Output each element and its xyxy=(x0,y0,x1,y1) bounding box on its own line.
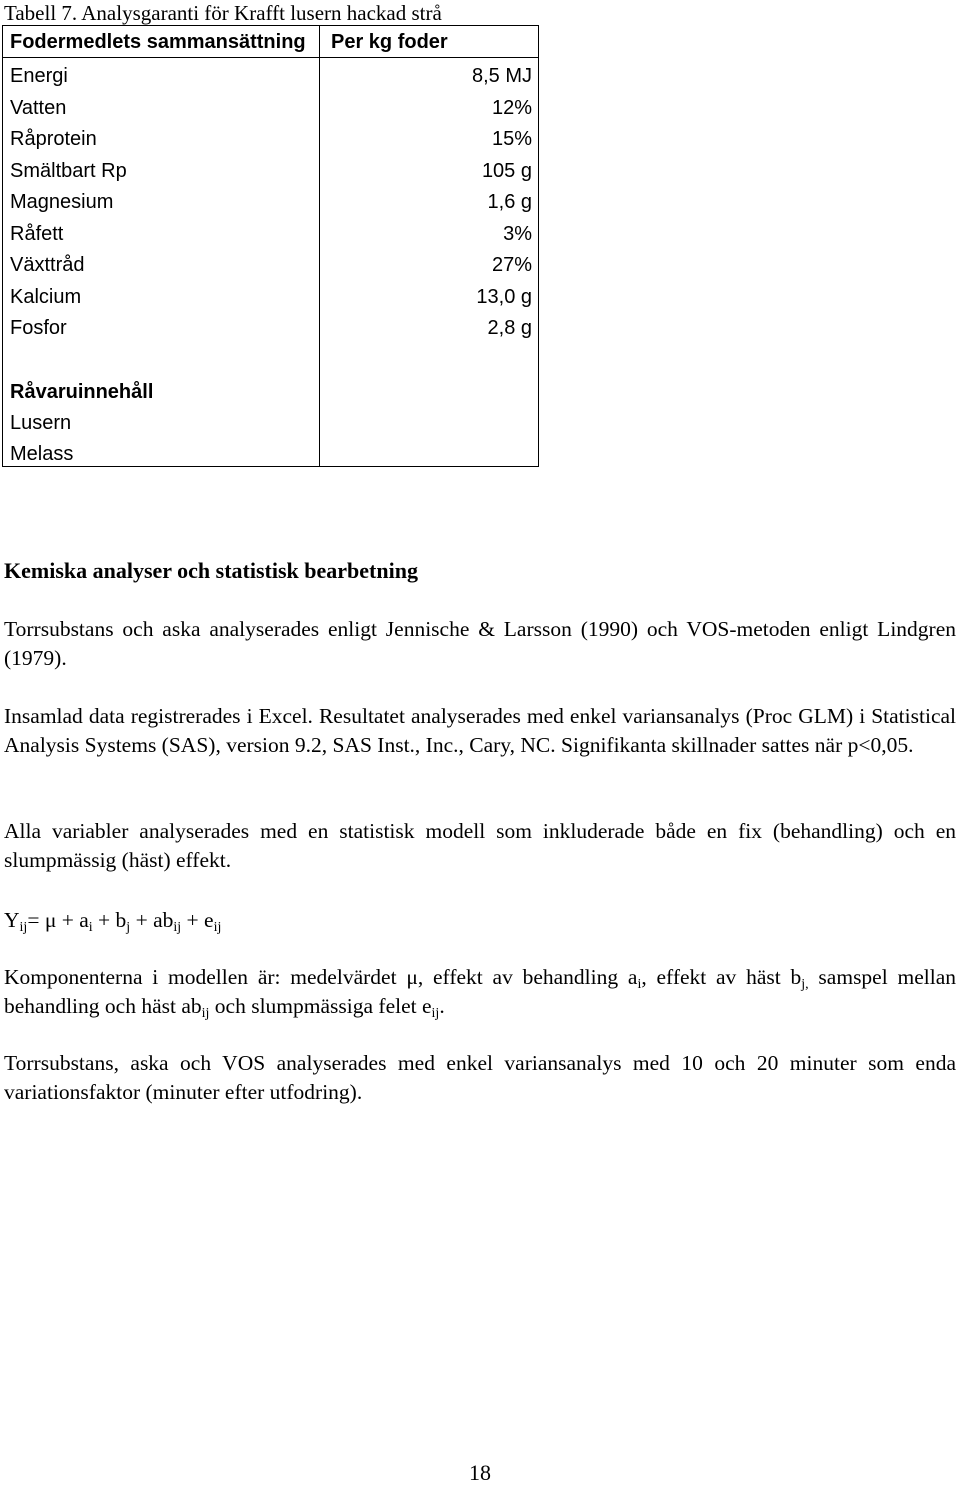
raw-material-item: Melass xyxy=(10,443,74,465)
row-value: 3% xyxy=(503,223,532,245)
row-value: 2,8 g xyxy=(487,317,532,339)
paragraph-model: Alla variabler analyserades med en statistisk modell som inkluderade både en fix (behandling) och en slumpmässig (häst) effekt. xyxy=(4,819,956,872)
row-label: Kalcium xyxy=(10,286,82,308)
row-value: 8,5 MJ xyxy=(471,65,532,87)
row-label: Råprotein xyxy=(10,128,97,150)
paragraph-components: Komponenterna i modellen är: medelvärdet μ, effekt av behandling $a_i$, effekt av häst $b_{j,}$ samspel mellan behandling och häst $ab_{ij}$ och slumpmässiga felet $e_{ij}$. xyxy=(4,965,956,1021)
row-value: 13,0 g xyxy=(476,286,532,308)
row-label: Råfett xyxy=(10,223,64,245)
row-label: Energi xyxy=(10,65,68,87)
paragraph-data: Insamlad data registrerades i Excel. Resultatet analyserades med enkel variansanalys (Proc GLM) i Statistical Analysis Systems (SAS), version 9.2, SAS Inst., Inc., Cary, NC. Signifikanta skillnader sattes när p<0,05. xyxy=(4,704,956,757)
row-value: 15% xyxy=(491,128,532,150)
row-label: Smältbart Rp xyxy=(10,160,127,182)
analysis-table xyxy=(2,25,539,467)
paragraph-dry-matter: Torrsubstans, aska och VOS analyserades med enkel variansanalys med 10 och 20 minuter som enda variationsfaktor (minuter efter utfodring). xyxy=(4,1051,956,1104)
table-caption: Tabell 7. Analysgaranti för Krafft lusern hackad strå xyxy=(4,1,442,25)
raw-material-heading: Råvaruinnehåll xyxy=(10,381,154,403)
header-composition: Fodermedlets sammansättning xyxy=(10,31,306,53)
raw-material-item: Lusern xyxy=(10,412,72,434)
row-value: 1,6 g xyxy=(487,191,532,213)
row-label: Växttråd xyxy=(10,254,85,276)
row-label: Magnesium xyxy=(10,191,114,213)
row-value: 27% xyxy=(491,254,532,276)
column-divider xyxy=(319,26,320,466)
section-heading: Kemiska analyser och statistisk bearbetning xyxy=(4,558,418,583)
header-per-kg: Per kg foder xyxy=(331,31,448,53)
row-value: 12% xyxy=(491,97,532,119)
header-divider xyxy=(3,57,538,58)
row-value: 105 g xyxy=(481,160,532,182)
paragraph-methods: Torrsubstans och aska analyserades enligt Jennische & Larsson (1990) och VOS-metoden enligt Lindgren (1979). xyxy=(4,617,956,670)
model-formula: $Y_{ij}= \mu + a_i + b_j + ab_{ij} + e_{ij}$ xyxy=(4,908,222,935)
row-label: Vatten xyxy=(10,97,67,119)
row-label: Fosfor xyxy=(10,317,67,339)
page-number: 18 xyxy=(469,1460,491,1485)
